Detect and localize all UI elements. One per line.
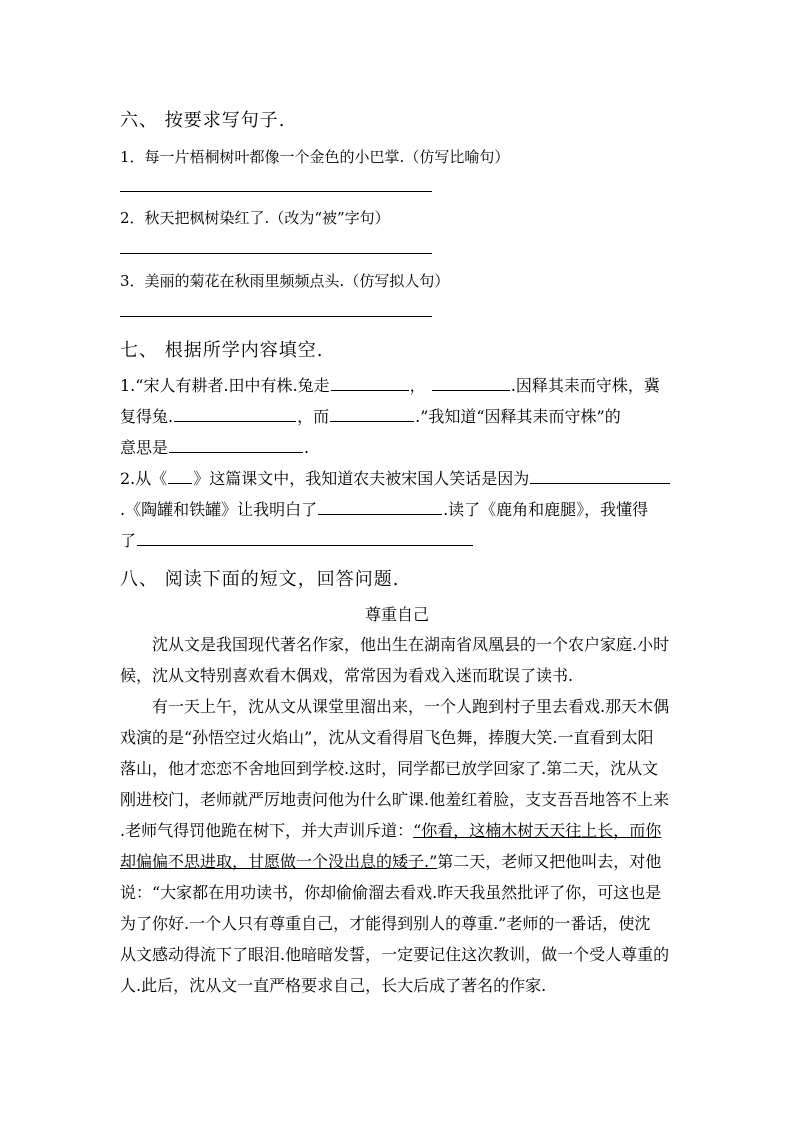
passage-line-2: 候，沈从文特别喜欢看木偶戏，常常因为看戏入迷而耽误了读书. xyxy=(120,666,574,685)
fill-blank-2[interactable] xyxy=(432,374,510,391)
q2-text-c: .《陶罐和铁罐》让我明白了 xyxy=(120,500,318,519)
fill-blank-6[interactable] xyxy=(168,467,192,484)
underlined-quote-end: 却偏偏不思进取，甘愿做一个没出息的矮子.” xyxy=(120,852,438,871)
section7-q1-line2 xyxy=(120,404,621,427)
q2-text-e: 了 xyxy=(120,531,137,550)
section7-q1-line3 xyxy=(120,435,309,458)
q1-text-d: 复得兔. xyxy=(120,407,174,426)
passage-line-6: 刚进校门，老师就严厉地责问他为什么旷课.他羞红着脸，支支吾吾地答不上来 xyxy=(120,790,670,809)
section7-q1-line1 xyxy=(120,373,660,396)
answer-line-1[interactable] xyxy=(120,191,432,192)
q1-text-f: .”我知道“因释其耒而守株”的 xyxy=(415,407,621,426)
passage-line-7-text: .老师气得罚他跪在树下，并大声训斥道： xyxy=(120,821,414,840)
fill-blank-9[interactable] xyxy=(137,529,473,546)
q1-text-c: .因释其耒而守株，冀 xyxy=(510,376,660,395)
section7-q2-line3 xyxy=(120,528,474,551)
passage-line-8 xyxy=(120,849,661,872)
fill-blank-8[interactable] xyxy=(318,498,442,515)
passage-line-12: 人.此后，沈从文一直严格要求自己，长大后成了著名的作家. xyxy=(120,976,547,995)
answer-line-3[interactable] xyxy=(120,316,432,317)
section6-question-3: 3．美丽的菊花在秋雨里频频点头.（仿写拟人句） xyxy=(120,272,450,290)
section7-heading: 七、 根据所学内容填空. xyxy=(120,340,324,361)
section6-question-2: 2．秋天把枫树染红了.（改为“被”字句） xyxy=(120,209,390,227)
passage-line-7 xyxy=(120,818,661,841)
passage-line-8-text: 第二天，老师又把他叫去，对他 xyxy=(437,852,662,871)
fill-blank-3[interactable] xyxy=(174,405,296,422)
fill-blank-5[interactable] xyxy=(169,436,303,453)
passage-line-4: 戏演的是“孙悟空过火焰山”，沈从文看得眉飞色舞，捧腹大笑.一直看到太阳 xyxy=(120,728,654,747)
section6-question-1: 1．每一片梧桐树叶都像一个金色的小巴掌.（仿写比喻句） xyxy=(120,148,510,166)
answer-line-2[interactable] xyxy=(120,253,432,254)
passage-title: 尊重自己 xyxy=(364,605,429,624)
passage-line-10: 为了你好.一个人只有尊重自己，才能得到别人的尊重.”老师的一番话，使沈 xyxy=(120,914,651,933)
fill-blank-1[interactable] xyxy=(331,374,409,391)
passage-line-3: 有一天上午，沈从文从课堂里溜出来，一个人跑到村子里去看戏.那天木偶 xyxy=(152,697,670,716)
section6-heading: 六、 按要求写句子. xyxy=(120,110,286,131)
fill-blank-4[interactable] xyxy=(330,405,414,422)
passage-line-5: 落山，他才恋恋不舍地回到学校.这时，同学都已放学回家了.第二天，沈从文 xyxy=(120,759,659,778)
q2-text-d: .读了《鹿角和鹿腿》，我懂得 xyxy=(443,500,649,519)
q1-text-h: . xyxy=(304,438,310,457)
q2-text-a: 2.从《 xyxy=(120,469,168,488)
q1-text-a: 1.“宋人有耕者.田中有株.兔走 xyxy=(120,376,330,395)
underlined-quote-start: “你看，这楠木树天天往上长，而你 xyxy=(413,821,662,840)
q1-text-e: ，而 xyxy=(297,407,330,426)
q1-text-b: ， xyxy=(409,376,426,395)
q2-text-b: 》这篇课文中，我知道农夫被宋国人笑话是因为 xyxy=(193,469,530,488)
section7-q2-line1 xyxy=(120,466,671,489)
fill-blank-7[interactable] xyxy=(530,467,670,484)
q1-text-g: 意思是 xyxy=(120,438,169,457)
passage-line-1: 沈从文是我国现代著名作家，他出生在湖南省凤凰县的一个农户家庭.小时 xyxy=(152,635,670,654)
section7-q2-line2 xyxy=(120,497,648,520)
section8-heading: 八、 阅读下面的短文，回答问题. xyxy=(120,569,400,590)
passage-line-9: 说：“大家都在用功读书，你却偷偷溜去看戏.昨天我虽然批评了你，可这也是 xyxy=(120,883,662,902)
passage-line-11: 从文感动得流下了眼泪.他暗暗发誓，一定要记住这次教训，做一个受人尊重的 xyxy=(120,945,670,964)
